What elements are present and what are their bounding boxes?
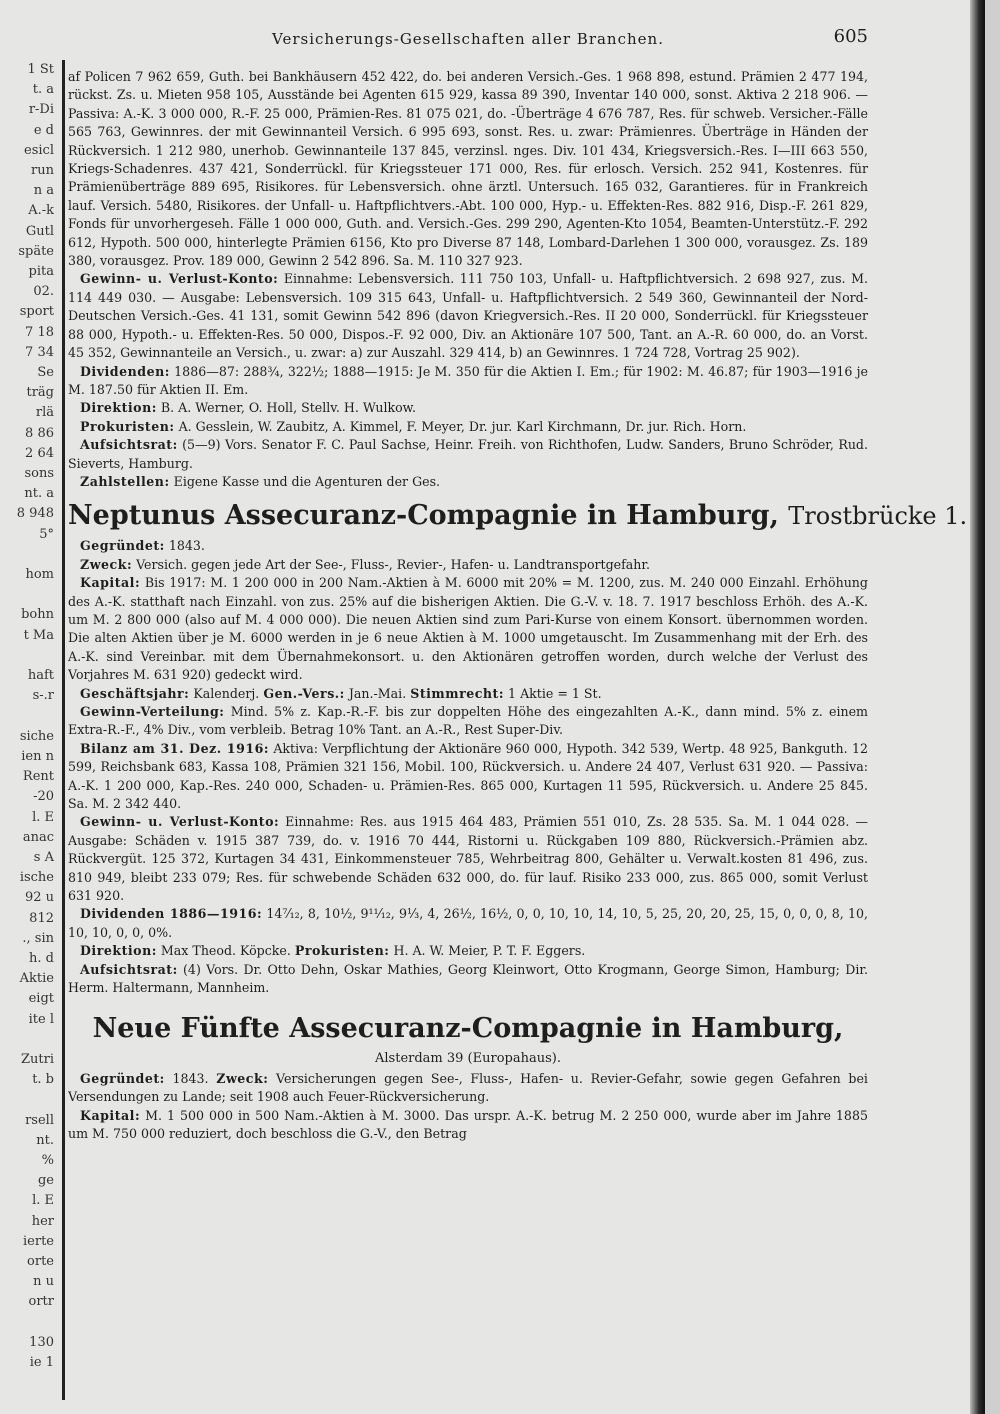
label: Gewinn- u. Verlust-Konto: xyxy=(80,814,280,830)
margin-fragment: Zutri xyxy=(20,1051,54,1067)
label: Gewinn- u. Verlust-Konto: xyxy=(80,271,279,287)
margin-fragment: rsell xyxy=(25,1112,54,1128)
margin-fragment: 2 64 xyxy=(25,445,54,461)
label: Direktion: xyxy=(80,943,157,959)
margin-fragment: 5° xyxy=(39,526,54,542)
text: 1 Aktie = 1 St. xyxy=(508,685,602,701)
text: 1843. xyxy=(168,538,205,554)
margin-fragment xyxy=(0,646,62,666)
text: (4) Vors. Dr. Otto Dehn, Oskar Mathies, Georg Kleinwort, Otto Krogmann, George Simon, Hamburg; Dir. Herm. Haltermann, Mannheim. xyxy=(68,961,868,996)
margin-fragment: t Ma xyxy=(23,627,54,643)
previous-direction xyxy=(68,399,868,417)
margin-fragment: n u xyxy=(33,1274,54,1290)
label: Direktion: xyxy=(80,400,157,416)
margin-fragment: ische xyxy=(19,870,54,886)
text: (5—9) Vors. Senator F. C. Paul Sachse, Heinr. Freih. von Richthofen, Ludw. Sanders, Bruno Schröder, Rud. Sieverts, Hamburg. xyxy=(68,437,868,471)
margin-fragment: pita xyxy=(28,264,54,280)
neptunus-heading xyxy=(68,499,968,533)
label: Bilanz am 31. Dez. 1916: xyxy=(80,740,270,756)
neptunus-zweck xyxy=(68,556,868,574)
running-head xyxy=(68,26,868,56)
margin-fragment: haft xyxy=(27,668,54,684)
margin-fragment: Aktie xyxy=(19,971,54,987)
margin-fragment xyxy=(0,545,62,565)
previous-profit-loss xyxy=(68,270,868,362)
margin-fragment: s-.r xyxy=(32,688,54,704)
company-name: Neptunus Assecuranz-Compagnie in Hamburg, xyxy=(68,500,779,532)
margin-fragment: hom xyxy=(25,567,54,583)
text-column xyxy=(68,0,968,1414)
neue-fuenfte-heading xyxy=(68,1012,868,1046)
neue-fuenfte-kapital xyxy=(68,1107,868,1144)
neptunus-geschaeftsjahr xyxy=(68,685,868,703)
label: Aufsichtsrat: xyxy=(80,961,178,977)
margin-fragment: 812 xyxy=(29,910,54,926)
margin-fragment: Rent xyxy=(22,769,54,785)
margin-fragment: nt. a xyxy=(24,486,54,502)
label: Dividenden: xyxy=(80,363,170,379)
text: M. 1 500 000 in 500 Nam.-Aktien à M. 3000. Das urspr. A.-K. betrug M. 2 250 000, wurde aber im Jahre 1885 um M. 750 000 reduziert, doch beschloss die G.-V., den Betrag xyxy=(68,1107,868,1142)
label: Prokuristen: xyxy=(80,418,175,434)
page-edge-shadow xyxy=(970,0,985,1414)
margin-fragment: s A xyxy=(33,849,54,865)
label: Kapital: xyxy=(80,575,141,591)
margin-fragment: -20 xyxy=(33,789,54,805)
label: Gewinn-Verteilung: xyxy=(80,704,225,719)
margin-fragment: t. a xyxy=(32,82,54,98)
page-number: 605 xyxy=(833,26,868,47)
margin-fragment: run xyxy=(31,163,54,179)
margin-fragment: t. b xyxy=(32,1072,54,1088)
margin-fragment: sons xyxy=(24,466,54,482)
neptunus-gewinn-verteilung xyxy=(68,703,868,740)
text: Mind. 5% z. Kap.-R.-F. bis zur doppelten Höhe des eingezahlten A.-K., dann mind. 5% z. einem Extra-R.-F., 4% Div., vom verbleib. Betrag 10% Tant. an A.-R., Rest Super-Div. xyxy=(68,704,868,738)
margin-fragment: ortr xyxy=(28,1294,54,1310)
margin-fragment: eigt xyxy=(28,991,54,1007)
neptunus-direction xyxy=(68,942,868,960)
label: Kapital: xyxy=(80,1107,141,1123)
previous-balance-continuation: af Policen 7 962 659, Guth. bei Bankhäusern 452 422, do. bei anderen Versich.-Ges. 1 968 898, estund. Prämien 2 477 194, rückst. Zs. u. Mieten 958 105, Ausstände bei Agenten 615 929, kassa 89 390, Inventar 140 000, sonst. Aktiva 2 218 906. — Passiva: A.-K. 3 000 000, R.-F. 25 000, Prämien-Res. 81 075 021, do. -Überträge 4 676 787, Res. für schweb. Versicher.-Fälle 565 763, Gewinnres. der mit Gewinnanteil Versich. 6 995 693, sonst. Res. u. zwar: Prämienres. Überträge in Händen der Rückversich. 1 212 980, unerhob. Gewinnanteile 137 845, verzinsl. nges. Div. 101 434, Kriegsversich.-Res. I—III 663 550, Kriegs-Schadenres. 437 421, Sonderrückl. für Kriegssteuer 171 000, Res. für erlosch. Versich. 252 941, Kostenres. für Prämienüberträge 889 695, Risikores. für Lebensversich. ohne ärztl. Untersuch. 165 032, Garantieres. für in Frankreich lauf. Versich. 5480, Risikores. der Unfall- u. Haftpflichtvers.-Abt. 100 000, Hyp.- u. Effekten-Res. 882 916, Disp.-F. 261 829, Fonds für unvorhergeseh. Fälle 1 000 000, Guth. and. Versich.-Ges. 299 290, Agenten-Kto 1054, Beamten-Unterstütz.-F. 292 612, Hypoth. 500 000, hinterlegte Prämien 6156, Kto pro Diverse 87 148, Lombard-Darlehen 1 300 000, vorausgez. Zs. 189 380, vorausgez. Prov. 189 000, Gewinn 2 542 896. Sa. M. 110 327 923. xyxy=(68,69,868,269)
neptunus-kapital xyxy=(68,574,868,684)
text: Einnahme: Lebensversich. 111 750 103, Unfall- u. Haftpflichtversich. 2 698 927, zus. M. 114 449 030. — Ausgabe: Lebensversich. 109 315 643, Unfall- u. Haftpflichtversich. 2 549 360, Gewinnanteil der Nord-Deutschen Versich.-Ges. 41 131, somit Gewinn 542 896 (davon Kriegversich.-Res. II 20 000, Sonderrückl. für Kriegssteuer 88 000, Hypoth.- u. Effekten-Res. 50 000, Dispos.-F. 92 000, Div. an Aktionäre 107 500, Tant. an A.-R. 60 000, do. an Vorst. 45 352, Gewinnanteile an Versich., u. zwar: a) zur Auszahl. 329 414, b) an Gewinnres. 1 724 728, Vortrag 25 902). xyxy=(68,271,868,361)
text: Bis 1917: M. 1 200 000 in 200 Nam.-Aktien à M. 6000 mit 20% = M. 1200, zus. M. 240 000 Einzahl. Erhöhung des A.-K. statthaft nach Einzahl. von zus. 25% auf die bisherigen Aktien. Die G.-V. v. 18. 7. 1917 beschloss Erhöh. des A.-K. um M. 2 800 000 (also auf M. 4 000 000). Die neuen Aktien sind zum Pari-Kurse von einem Konsort. übernommen worden. Die alten Aktien über je M. 6000 werden in je 6 neue Aktien à M. 1000 umgetauscht. Im Zusammenhang mit der Erh. des A.-K. sind Vereinbar. mit dem Übernahmekonsort. u. den Aktionären getroffen worden, durch welche der Verlust des Vorjahres M. 631 920) gedeckt wird. xyxy=(68,575,868,683)
margin-fragment: nt. xyxy=(36,1132,54,1148)
margin-fragment: ien n xyxy=(21,748,54,764)
margin-fragment: bohn xyxy=(21,607,54,623)
text: Einnahme: Res. aus 1915 464 483, Prämien 551 010, Zs. 28 535. Sa. M. 1 044 028. — Ausgabe: Schäden v. 1915 387 739, do. v. 1916 70 444, Ristorni u. Rückgaben 109 880, Rückversich.-Prämien abz. Rückvergüt. 125 372, Kurtagen 34 431, Einkommensteuer 785, Wehrbeitrag 800, Gehälter u. Verwalt.kosten 81 496, zus. 810 949, bleibt 233 079; Res. für schwebende Schäden 632 000, do. für lauf. Risiko 233 000, zus. 865 000, somit Verlust 631 920. xyxy=(68,814,868,904)
margin-fragment: % xyxy=(41,1152,54,1168)
previous-zahlstellen xyxy=(68,473,868,491)
margin-fragment: 7 34 xyxy=(25,344,54,360)
margin-fragment: n a xyxy=(33,183,54,199)
margin-fragment: 130 xyxy=(29,1334,54,1350)
margin-fragment: 8 86 xyxy=(25,425,54,441)
margin-fragment: h. d xyxy=(29,950,54,966)
previous-aufsichtsrat xyxy=(68,436,868,473)
margin-fragment: ierte xyxy=(23,1233,54,1249)
text: Eigene Kasse und die Agenturen der Ges. xyxy=(173,473,441,489)
label: Dividenden 1886—1916: xyxy=(80,906,263,922)
label: Aufsichtsrat: xyxy=(80,437,178,453)
margin-fragment: Gutl xyxy=(25,223,54,239)
text: Jan.-Mai. xyxy=(348,685,407,701)
neptunus-bilanz xyxy=(68,740,868,814)
neptunus-profit-loss xyxy=(68,813,868,905)
neue-fuenfte-address: Alsterdam 39 (Europahaus). xyxy=(375,1050,561,1066)
text: B. A. Werner, O. Holl, Stellv. H. Wulkow. xyxy=(160,400,416,416)
margin-fragment: 7 18 xyxy=(25,324,54,340)
text: Versicherungen gegen See-, Fluss-, Hafen- u. Revier-Gefahr, sowie gegen Gefahren bei Versendungen zu Lande; seit 1908 auch Feuer-Rückversicherung. xyxy=(68,1070,868,1105)
text: H. A. W. Meier, P. T. F. Eggers. xyxy=(393,943,586,959)
margin-fragment: siche xyxy=(19,728,54,744)
running-title: Versicherungs-Gesellschaften aller Branchen. xyxy=(272,30,664,48)
margin-fragment: 1 St xyxy=(27,62,54,77)
margin-fragment: orte xyxy=(27,1253,54,1269)
text: 1843. xyxy=(172,1070,209,1086)
margin-fragment: träg xyxy=(26,385,54,401)
label: Gen.-Vers.: xyxy=(263,685,345,701)
margin-fragment: rlä xyxy=(35,405,54,421)
label: Zahlstellen: xyxy=(80,473,170,489)
label: Zweck: xyxy=(80,556,133,572)
text: A. Gesslein, W. Zaubitz, A. Kimmel, F. Meyer, Dr. jur. Karl Kirchmann, Dr. jur. Rich. Horn. xyxy=(178,418,747,434)
margin-fragment: esicl xyxy=(24,142,54,158)
margin-fragment: her xyxy=(31,1213,54,1229)
margin-fragment xyxy=(0,707,62,727)
margin-fragment: l. E xyxy=(32,809,54,825)
margin-fragment: ie 1 xyxy=(29,1355,54,1370)
text: Aktiva: Verpflichtung der Aktionäre 960 000, Hypoth. 342 539, Wertp. 48 925, Bankguth. 12 599, Reichsbank 683, Kassa 108, Prämien 321 156, Mobil. 100, Rückversich. u. Andere 24 407, Verlust 631 920. — Passiva: A.-K. 1 200 000, Kap.-Res. 240 000, Schaden- u. Prämien-Res. 865 000, Kurtagen 11 595, Rückversich. u. Andere 25 845. Sa. M. 2 342 440. xyxy=(68,740,868,812)
neue-fuenfte-gegruendet xyxy=(68,1070,868,1107)
margin-fragment: sport xyxy=(19,304,54,320)
margin-fragment: A.-k xyxy=(28,203,54,219)
margin-fragment: l. E xyxy=(32,1193,54,1209)
margin-fragment xyxy=(0,1030,62,1050)
margin-fragment xyxy=(0,1313,62,1333)
neptunus-gegruendet xyxy=(68,537,868,555)
margin-fragment: 8 948 xyxy=(16,506,54,522)
text: 1886—87: 288¾, 322½; 1888—1915: Je M. 350 für die Aktien I. Em.; für 1902: M. 46.87; für 1903—1916 je M. 187.50 für Aktien II. Em. xyxy=(68,363,868,397)
body-text xyxy=(68,68,968,1144)
text: Max Theod. Köpcke. xyxy=(160,943,291,959)
text: 14⁷⁄₁₂, 8, 10½, 9¹¹⁄₁₂, 9⅓, 4, 26½, 16½, 0, 0, 10, 10, 14, 10, 5, 25, 20, 20, 25, 15, 0, 0, 0, 8, 10, 10, 10, 0, 0, 0%. xyxy=(68,906,868,940)
label: Gegründet: xyxy=(80,1070,165,1086)
previous-dividends xyxy=(68,363,868,400)
margin-fragment: 02. xyxy=(33,284,54,300)
text: Versich. gegen jede Art der See-, Fluss-, Revier-, Hafen- u. Landtransportgefahr. xyxy=(136,556,651,572)
label: Stimmrecht: xyxy=(410,685,505,701)
margin-fragment: ite l xyxy=(28,1011,54,1027)
label: Zweck: xyxy=(216,1070,269,1086)
company-name: Neue Fünfte Assecuranz-Compagnie in Hamburg, xyxy=(92,1012,844,1044)
label: Gegründet: xyxy=(80,538,165,554)
margin-fragment: anac xyxy=(22,829,54,845)
neptunus-aufsichtsrat xyxy=(68,961,868,998)
label: Geschäftsjahr: xyxy=(80,685,190,701)
previous-prokuristen xyxy=(68,418,868,436)
label: Prokuristen: xyxy=(294,943,390,959)
margin-fragment: ge xyxy=(37,1173,54,1189)
margin-fragment xyxy=(0,585,62,605)
margin-fragment: 92 u xyxy=(24,890,54,906)
text: Kalenderj. xyxy=(193,685,260,701)
adjacent-page-margin xyxy=(0,60,65,1400)
margin-fragment: Se xyxy=(37,365,54,381)
margin-fragment: ., sin xyxy=(22,930,54,946)
margin-fragment: späte xyxy=(18,243,54,259)
margin-fragment: e d xyxy=(33,122,54,138)
neptunus-dividends xyxy=(68,905,868,942)
margin-fragment: r-Di xyxy=(28,102,54,118)
company-address: Trostbrücke 1. xyxy=(788,502,968,531)
margin-fragment xyxy=(0,1090,62,1110)
